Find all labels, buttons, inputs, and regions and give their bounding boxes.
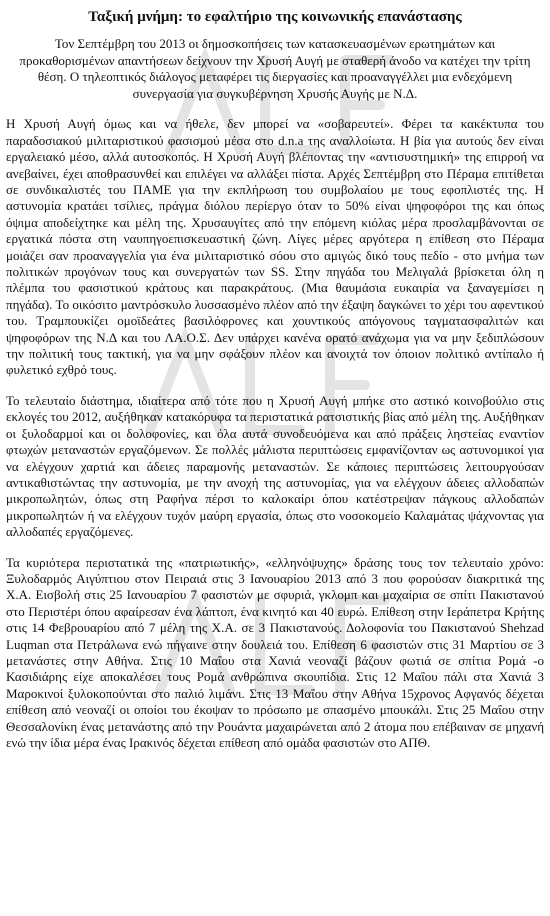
intro-paragraph: Τον Σεπτέμβρη του 2013 οι δημοσκοπήσεις των κατασκευασμένων ερωτημάτων και προκαθορισμένων απαντήσεων δείχνουν την Χρυσή Αυγή με σταθερή άνοδο να κατέχει την τρίτη θέση. Ο τηλεοπτικός διάλογος μεταφέρει τις διεργασίες και προαναγγέλλει μια ενδεχόμενη συνεργασία για συγκυβέρνηση Χρυσής Αυγής με Ν.Δ. bbox=[19, 36, 531, 101]
body-paragraph: Η Χρυσή Αυγή όμως και να ήθελε, δεν μπορεί να «σοβαρευτεί». Φέρει τα κακέκτυπα του παραδοσιακού μιλιταριστικού φασισμού μέσα στο d.n.a της αναλλοίωτα. Η βία για αυτούς δεν είναι εργαλειακό μέσο, αλλά αυτοσκοπός. Η Χρυσή Αυγή βλέποντας την «αντισυστημική» της επιρροή να ανεβαίνει, έχει αποθρασυνθεί και επιλέγει να αλλάξει πίστα. Αρχές Σεπτέμβρη στο Πέραμα επιτίθεται σε συνδικαλιστές του ΠΑΜΕ για την εκπλήρωση του συμβολαίου με τους εφοπλιστές της. Η αστυνομία κρατάει τσίλιες, πράγμα διόλου περίεργο όταν το 50% είναι ψηφοφόροι της και όπως όψιμα αποδείχτηκε και μέλη της. Χρυσαυγίτες από την επόμενη κιόλας μέρα προσλαμβάνονται σε εργατικά πόστα στη ναυπηγοεπισκευαστική ζώνη. Λίγες μέρες αργότερα η επίθεση στο Πέραμα μοιάζει σαν προαναγγελία για ένα μιλιταριστικό σόου στο αμιγώς δικό τους πεδίο - στο μνήμα των πολιτικών προγόνων τους και συνεργατών των SS. Στην πηγάδα του Μελιγαλά βρίσκεται όλη η πλέμπα του φασιστικού κράτους και παρακράτους. (Μια θαυμάσια ευκαιρία να ξαναγεμίσει η πηγάδα). Το οικόσιτο μαντρόσκυλο λυσσασμένο πλέον από την έξαψη δαγκώνει το χέρι του αφεντικού του. Τραμπουκίζει ομοϊδεάτες βασιλόφρονες και χουντικούς απόγονους ταγματασφαλιτών και ψηφοφόρων της Ν.Δ και του ΛΑ.Ο.Σ. Δεν υπάρχει κανένα ορατό ανάχωμα για να μην ξεδιπλώσουν την πολιτική τους τακτική, για να μην σφάξουν πλέον και ανοιχτά τον όποιον πολιτικό αντίπαλο ή φυλετικό εχθρό τους. bbox=[6, 116, 544, 378]
body-paragraph: Τα κυριότερα περιστατικά της «πατριωτικής», «ελληνόψυχης» δράσης τους τον τελευταίο χρόνο: Ξυλοδαρμός Αιγύπτιου στον Πειραιά στις 3 Ιανουαρίου 2013 από 3 που φορούσαν διακριτικά της Χ.Α. Εισβολή στις 25 Ιανουαρίου 7 φασιστών με σφυριά, γκλομπ και μαχαίρια σε σπίτι Πακιστανού στο Περιστέρι όπου αφαίρεσαν ένα λάπτοπ, ένα κινητό και 40 ευρώ. Επίθεση στην Ιεράπετρα Κρήτης στις 14 Φεβρουαρίου από 7 μέλη της Χ.Α. σε 3 Πακιστανούς. Δολοφονία του Πακιστανού Shehzad Luqman στα Πετράλωνα ενώ πήγαινε στην δουλειά του. Επίθεση 6 φασιστών στις 31 Μαρτίου σε 3 μετανάστες στην Αθήνα. Στις 10 Μαΐου στα Χανιά νεοναζί βάζουν φωτιά σε σπίτια Ρομά -ο Κασιδιάρης είχε αποκαλέσει τους Ρομά ανθρώπινα σκουπίδια. Στις 12 Μαΐου πάλι στα Χανιά 3 Μαροκινοί ξυλοκοπούνται στο παλιό λιμάνι. Στις 13 Μαΐου στην Αθήνα 15χρονος Αφγανός δέχεται επίθεση από νεοναζί οι οποίοι του έκοψαν το πρόσωπο με σπασμένο μπουκάλι. Στις 25 Μαΐου στην Θεσσαλονίκη ένας μετανάστης από την Ρουάντα μαχαιρώνεται από 2 άτομα που επέβαιναν σε μηχανή ενώ την ίδια μέρα ένας Ιρακινός δέχεται επίθεση από ομάδα φασιστών στο ΑΠΘ. bbox=[6, 554, 544, 750]
document-title: Ταξική μνήμη: το εφαλτήριο της κοινωνικής επανάστασης bbox=[88, 9, 462, 25]
body-paragraph: Το τελευταίο διάστημα, ιδιαίτερα από τότε που η Χρυσή Αυγή μπήκε στο αστικό κοινοβούλιο στις εκλογές του 2012, αυξήθηκαν κατακόρυφα τα περιστατικά ρατσιστικής βίας από μέλη της. Αυξήθηκαν οι ξυλοδαρμοί και οι δολοφονίες, και όλα αυτά συνοδευόμενα και από πράξεις ληστείας εναντίον φτωχών μεταναστών εργαζόμενων. Σε πολλές μάλιστα περιπτώσεις εμφανίζονταν ως αστυνομικοί για να ελέγχουν χαρτιά και άδειες παραμονής μεταναστών. Σε κάποιες περιπτώσεις λειτουργούσαν αντικαθιστώντας την αστυνομία, με την ανοχή της αστυνομίας, για να ελέγχουν άδειες αλλοδαπών μικροπωλητών, όπως στη Ραφήνα πέρσι το καλοκαίρι όπου κατέστρεψαν πάγκους αλλοδαπών μικροπωλητών ή να ελέγχουν τυχόν μαύρη εργασία, όπως στο νοσοκομείο Καλαμάτας ψάχνοντας για αλλοδαπές εργαζόμενες. bbox=[6, 392, 544, 540]
document-body bbox=[6, 8, 544, 751]
